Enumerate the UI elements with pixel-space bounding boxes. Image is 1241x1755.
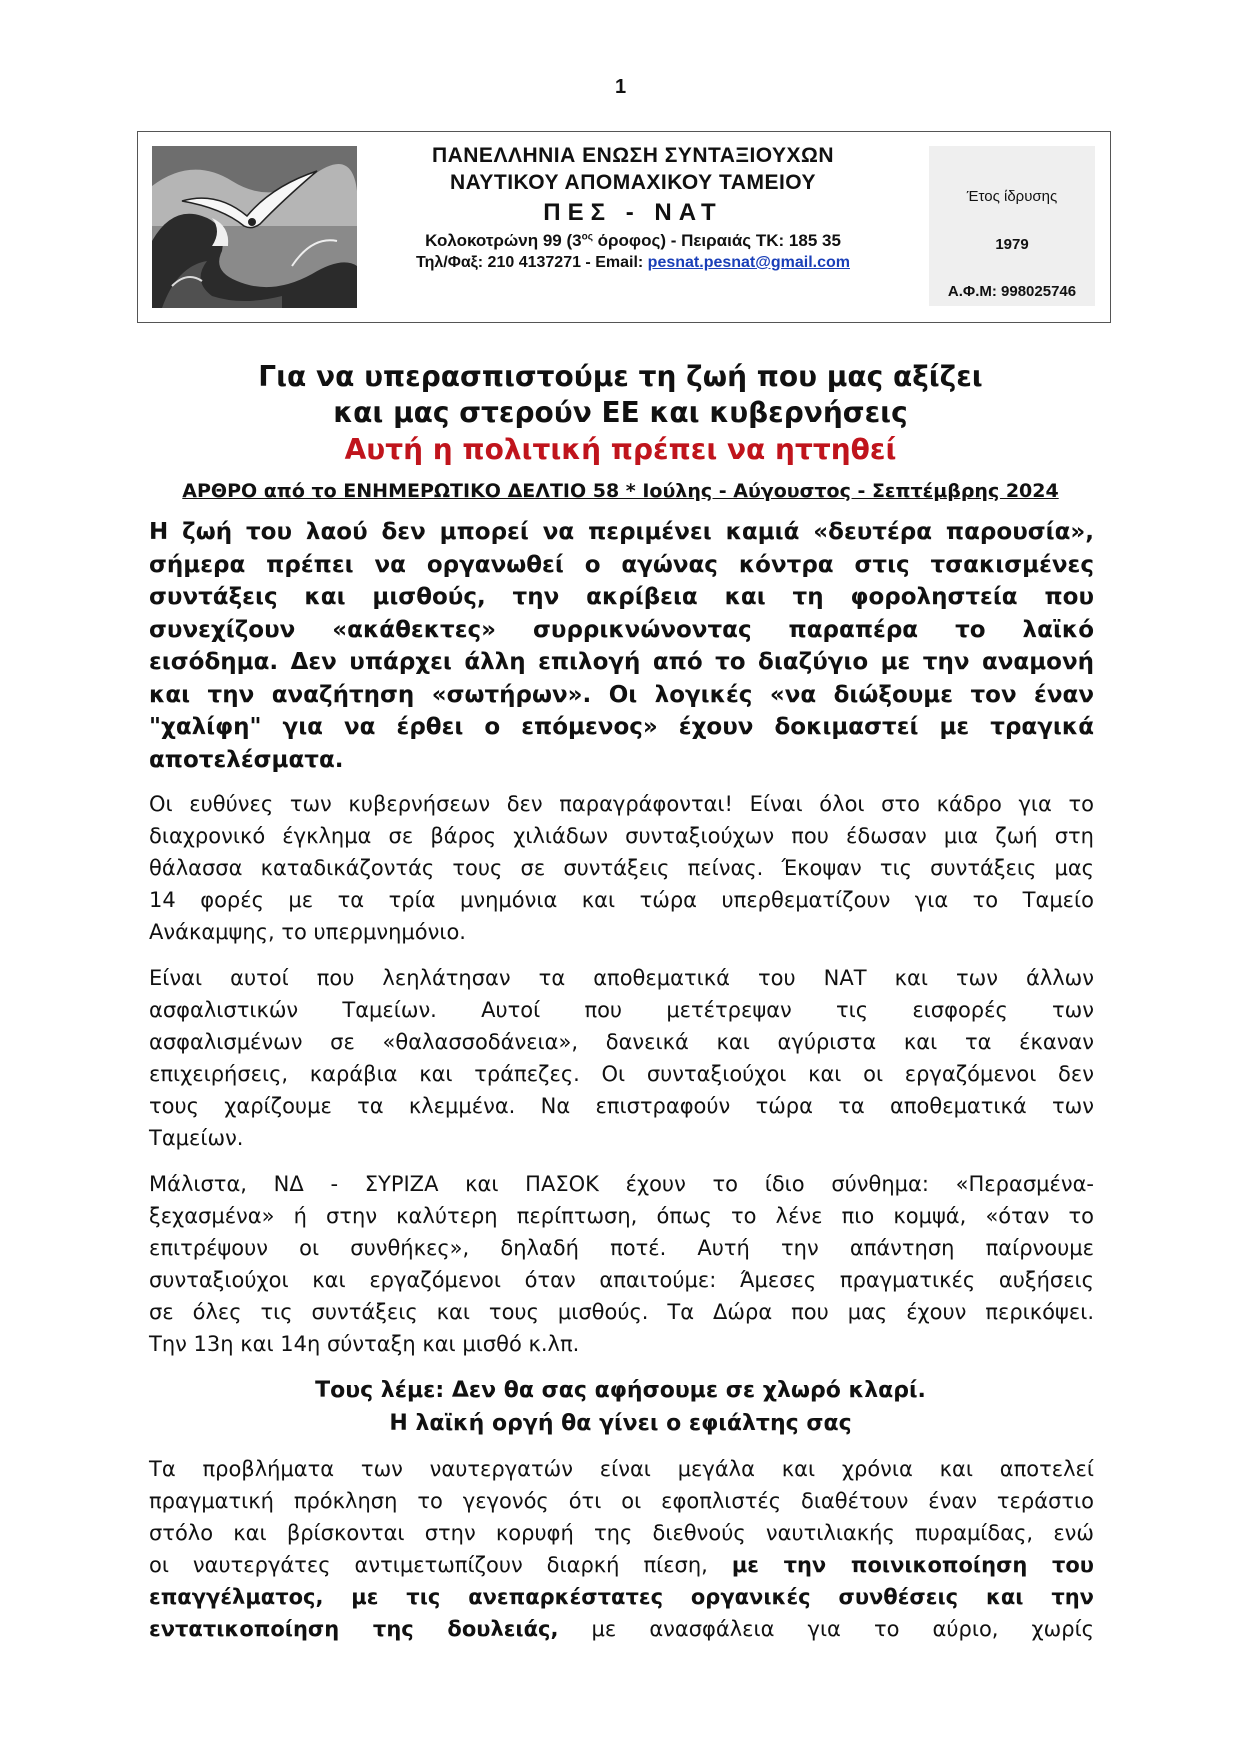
text-line: σε όλες τις συντάξεις και τους μισθούς. Τα Δώρα που μας έχουν περικόψει. <box>149 1300 1094 1324</box>
text-line: Ταμείων. <box>149 1126 244 1150</box>
article-title-line1: Για να υπερασπιστούμε τη ζωή που μας αξίζει <box>258 360 983 393</box>
org-name-line2: ΝΑΥΤΙΚΟΥ ΑΠΟΜΑΧΙΚΟΥ ΤΑΜΕΙΟΥ <box>449 171 817 194</box>
founding-info-box <box>929 146 1095 306</box>
lead-line: σήμερα πρέπει να οργανωθεί ο αγώνας κόντρα στις τσακισμένες <box>149 551 1094 578</box>
org-name-line1: ΠΑΝΕΛΛΗΝΙΑ ΕΝΩΣΗ ΣΥΝΤΑΞΙΟΥΧΩΝ <box>431 144 835 167</box>
text-line: Οι ευθύνες των κυβερνήσεων δεν παραγράφονται! Είναι όλοι στο κάδρο για το <box>149 792 1094 816</box>
article-title-line2: και μας στερούν ΕΕ και κυβερνήσεις <box>333 396 908 429</box>
text-line: στόλο και βρίσκονται στην κορυφή της διεθνούς ναυτιλιακής πυραμίδας, ενώ <box>149 1521 1094 1545</box>
paragraph-1 <box>149 788 1094 948</box>
text-line: επιχειρήσεις, καράβια και τράπεζες. Οι συνταξιούχοι και οι εργαζόμενοι δεν <box>149 1062 1094 1086</box>
letterhead <box>137 131 1111 323</box>
section-heading-line1: Τους λέμε: Δεν θα σας αφήσουμε σε χλωρό κλαρί. <box>315 1378 926 1403</box>
org-contact: Τηλ/Φαξ: 210 4137271 - Email: pesnat.pesnat@gmail.com <box>415 254 850 271</box>
text-line: επιτρέψουν οι συνθήκες», δηλαδή ποτέ. Αυτή την απάντηση παίρνουμε <box>149 1236 1094 1260</box>
lead-line: και την αναζήτηση «σωτήρων». Οι λογικές «να διώξουμε τον έναν <box>149 681 1094 708</box>
text-line: εντατικοποίηση της δουλειάς, με ανασφάλεια για το αύριο, χωρίς <box>149 1617 1095 1641</box>
founded-label: Έτος ίδρυσης <box>966 188 1058 205</box>
text-line: επαγγέλματος, με τις ανεπαρκέστατες οργανικές συνθέσεις και την <box>149 1585 1094 1609</box>
article-source: ΑΡΘΡΟ από το ΕΝΗΜΕΡΩΤΙΚΟ ΔΕΛΤΙΟ 58 * Ιούλης - Αύγουστος - Σεπτέμβρης 2024 <box>182 480 1059 502</box>
org-acronym: ΠΕΣ - ΝΑΤ <box>543 199 723 226</box>
text-line: θάλασσα καταδικάζοντάς τους σε συντάξεις πείνας. Έκοψαν τις συντάξεις μας <box>149 856 1094 880</box>
text-line: οι ναυτεργάτες αντιμετωπίζουν διαρκή πίεση, με την ποινικοποίηση του <box>149 1553 1094 1577</box>
lead-paragraph <box>149 516 1094 776</box>
paragraph-3 <box>149 1168 1094 1360</box>
lead-line: Η ζωή του λαού δεν μπορεί να περιμένει καμιά «δευτέρα παρουσία», <box>149 519 1094 545</box>
text-line: ασφαλισμένων σε «θαλασσοδάνεια», δανεικά και αγύριστα και τα έκαναν <box>149 1030 1094 1054</box>
founded-year: 1979 <box>995 236 1029 253</box>
text-line: 14 φορές με τα τρία μνημόνια και τώρα υπερθεματίζουν για το Ταμείο <box>149 888 1094 912</box>
text-line: Τα προβλήματα των ναυτεργατών είναι μεγάλα και χρόνια και αποτελεί <box>149 1457 1094 1481</box>
organization-block <box>358 142 908 274</box>
article-title-line3: Αυτή η πολιτική πρέπει να ηττηθεί <box>344 433 897 466</box>
lead-line: "χαλίφη" για να έρθει ο επόμενος» έχουν δοκιμαστεί με τραγικά <box>149 714 1094 740</box>
lead-line: εισόδημα. Δεν υπάρχει άλλη επιλογή από το διαζύγιο με την αναμονή <box>149 649 1094 675</box>
section-heading-line2: Η λαϊκή οργή θα γίνει ο εφιάλτης σας <box>389 1411 852 1436</box>
text-line: Την 13η και 14η σύνταξη και μισθό κ.λπ. <box>149 1332 580 1356</box>
text-line: ξεχασμένα» ή στην καλύτερη περίπτωση, όπως το λένε πιο κομψά, «όταν το <box>149 1204 1094 1228</box>
paragraph-2 <box>149 962 1094 1154</box>
lead-line: συντάξεις και μισθούς, την ακρίβεια και τη φοροληστεία που <box>149 584 1094 610</box>
email-link[interactable]: pesnat.pesnat@gmail.com <box>647 254 850 271</box>
page-number: 1 <box>614 76 627 98</box>
seagull-over-wave-logo-icon <box>152 146 357 308</box>
text-line: Ανάκαμψης, το υπερμνημόνιο. <box>149 920 466 944</box>
text-line: συνταξιούχοι και εργαζόμενοι όταν απαιτούμε: Άμεσες πραγματικές αυξήσεις <box>149 1268 1094 1292</box>
text-line: Είναι αυτοί που λεηλάτησαν τα αποθεματικά του ΝΑΤ και των άλλων <box>149 966 1094 990</box>
text-line: ασφαλιστικών Ταμείων. Αυτοί που μετέτρεψαν τις εισφορές των <box>149 998 1094 1022</box>
text-line: πραγματική πρόκληση το γεγονός ότι οι εφοπλιστές διαθέτουν έναν τεράστιο <box>149 1489 1094 1513</box>
tax-id: Α.Φ.Μ: 998025746 <box>947 283 1077 300</box>
text-line: διαχρονικό έγκλημα σε βάρος χιλιάδων συνταξιούχων που έδωσαν μια ζωή στη <box>149 824 1094 848</box>
lead-line: αποτελέσματα. <box>149 746 344 773</box>
text-line: τους χαρίζουμε τα κλεμμένα. Να επιστραφούν τώρα τα αποθεματικά των <box>149 1094 1094 1118</box>
org-address: Κολοκοτρώνη 99 ($3^{o\varsigma}$ όροφος) - Πειραιάς ΤΚ: 185 35 <box>425 231 841 250</box>
lead-line: συνεχίζουν «ακάθεκτες» συρρικνώνοντας παραπέρα το λαϊκό <box>149 616 1094 643</box>
paragraph-4 <box>149 1453 1094 1645</box>
text-line: Μάλιστα, ΝΔ - ΣΥΡΙΖΑ και ΠΑΣΟΚ έχουν το ίδιο σύνθημα: «Περασμένα- <box>149 1172 1094 1196</box>
